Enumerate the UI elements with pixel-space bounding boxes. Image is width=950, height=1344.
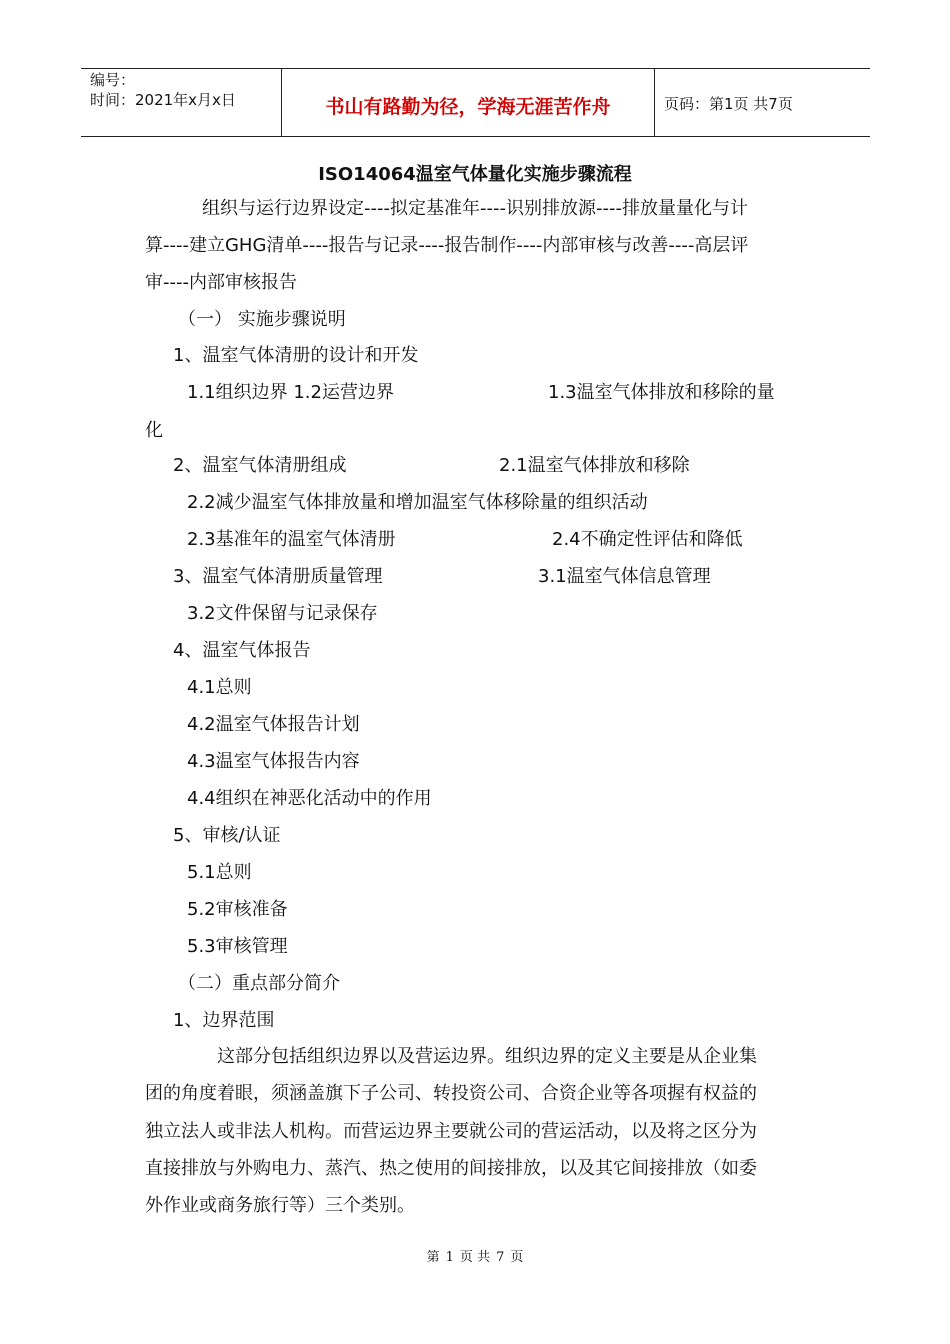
flow-line-3: 审----内部审核报告 xyxy=(145,272,297,293)
section1-item-4: 4、温室气体报告 xyxy=(173,640,311,661)
header-divider-right xyxy=(654,68,655,136)
section1-item-1-1: 1.1组织边界 1.2运营边界 xyxy=(187,382,394,403)
section1-item-2-1: 2.1温室气体排放和移除 xyxy=(499,455,690,476)
footer-middle: 页 共 xyxy=(459,1250,491,1265)
page-footer xyxy=(0,1246,950,1265)
section1-item-4-4: 4.4组织在神恶化活动中的作用 xyxy=(187,788,432,809)
header-page-info: 页码：第1页 共7页 xyxy=(664,95,793,113)
section2-heading: （二）重点部分简介 xyxy=(178,973,340,994)
header-top-rule xyxy=(81,68,870,69)
section1-item-4-2: 4.2温室气体报告计划 xyxy=(187,714,360,735)
section2-item-1: 1、边界范围 xyxy=(173,1010,275,1031)
section1-item-1: 1、温室气体清册的设计和开发 xyxy=(173,345,419,366)
flow-line-1: 组织与运行边界设定----拟定基准年----识别排放源----排放量量化与计 xyxy=(202,198,748,219)
document-title: ISO14064温室气体量化实施步骤流程 xyxy=(318,164,632,185)
footer-suffix: 页 xyxy=(510,1250,524,1265)
header-bottom-rule xyxy=(81,136,870,137)
header-number-label: 编号： xyxy=(90,71,136,89)
section1-item-2-2: 2.2减少温室气体排放量和增加温室气体移除量的组织活动 xyxy=(187,492,648,513)
section1-item-5: 5、审核/认证 xyxy=(173,825,281,846)
section1-item-2-4: 2.4不确定性评估和降低 xyxy=(552,529,743,550)
boundary-paragraph-line-1: 这部分包括组织边界以及营运边界。组织边界的定义主要是从企业集 xyxy=(217,1046,757,1067)
section1-item-1-3: 1.3温室气体排放和移除的量 xyxy=(548,382,775,403)
footer-page-number: 1 xyxy=(445,1250,454,1265)
section1-item-2-3: 2.3基准年的温室气体清册 xyxy=(187,529,396,550)
section1-item-4-3: 4.3温室气体报告内容 xyxy=(187,751,360,772)
header-motto: 书山有路勤为径，学海无涯苦作舟 xyxy=(325,96,611,118)
boundary-paragraph-line-4: 直接排放与外购电力、蒸汽、热之使用的间接排放，以及其它间接排放（如委 xyxy=(145,1158,757,1179)
section1-item-5-3: 5.3审核管理 xyxy=(187,936,288,957)
section1-heading: （一） 实施步骤说明 xyxy=(178,309,346,330)
section1-item-5-1: 5.1总则 xyxy=(187,862,252,883)
section1-item-1-3-cont: 化 xyxy=(145,420,163,441)
section1-item-3-2: 3.2文件保留与记录保存 xyxy=(187,603,378,624)
boundary-paragraph-line-2: 团的角度着眼，须涵盖旗下子公司、转投资公司、合资企业等各项握有权益的 xyxy=(145,1083,757,1104)
boundary-paragraph-line-5: 外作业或商务旅行等）三个类别。 xyxy=(145,1195,415,1216)
section1-item-4-1: 4.1总则 xyxy=(187,677,252,698)
header-time-label: 时间：2021年x月x日 xyxy=(90,91,236,109)
footer-prefix: 第 xyxy=(426,1250,440,1265)
flow-line-2: 算----建立GHG清单----报告与记录----报告制作----内部审核与改善----高层评 xyxy=(145,235,749,256)
footer-total-pages: 7 xyxy=(496,1250,505,1265)
section1-item-3: 3、温室气体清册质量管理 xyxy=(173,566,383,587)
section1-item-2: 2、温室气体清册组成 xyxy=(173,455,347,476)
boundary-paragraph-line-3: 独立法人或非法人机构。而营运边界主要就公司的营运活动，以及将之区分为 xyxy=(145,1121,757,1142)
section1-item-3-1: 3.1温室气体信息管理 xyxy=(538,566,711,587)
header-meta xyxy=(90,70,236,110)
section1-item-5-2: 5.2审核准备 xyxy=(187,899,288,920)
